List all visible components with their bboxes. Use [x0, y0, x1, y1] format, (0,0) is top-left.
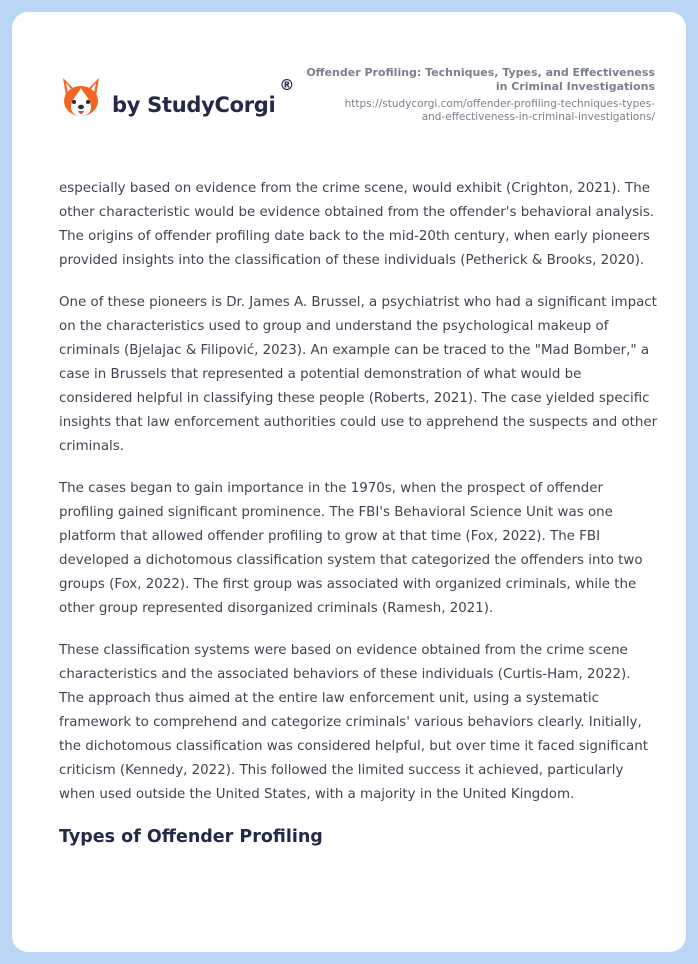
- document-meta: [295, 66, 655, 124]
- corgi-logo-icon: [60, 76, 102, 122]
- section-heading: Types of Offender Profiling: [59, 827, 323, 847]
- document-title-line-2: in Criminal Investigations: [495, 80, 655, 93]
- document-url-line-2: and-effectiveness-in-criminal-investigations/: [421, 111, 655, 123]
- document-url[interactable]: [295, 98, 655, 124]
- brand-name: by StudyCorgi: [112, 93, 276, 117]
- document-body: [59, 177, 659, 847]
- body-paragraph: The cases began to gain importance in the 1970s, when the prospect of offender profiling gained significant prominence. The FBI's Behavioral Science Unit was one platform that allowed offender profiling to grow at that time (Fox, 2022). The FBI developed a dichotomous classification system that categorized the offenders into two groups (Fox, 2022). The first group was associated with organized criminals, while the other group represented disorganized criminals (Ramesh, 2021).: [59, 481, 643, 616]
- body-paragraph: especially based on evidence from the crime scene, would exhibit (Crighton, 2021). The other characteristic would be evidence obtained from the offender's behavioral analysis. The origins of offender profiling date back to the mid-20th century, when early pioneers provided insights into the classification of these individuals (Petherick & Brooks, 2020).: [59, 181, 655, 268]
- document-page: [12, 12, 686, 952]
- registered-mark: ®: [279, 76, 295, 94]
- document-title-line-1: Offender Profiling: Techniques, Types, and Effectiveness: [306, 66, 655, 79]
- studycorgi-logo[interactable]: [60, 76, 294, 122]
- document-url-line-1: https://studycorgi.com/offender-profiling-techniques-types-: [344, 98, 655, 110]
- body-paragraph: One of these pioneers is Dr. James A. Brussel, a psychiatrist who had a significant impact on the characteristics used to group and understand the psychological makeup of criminals (Bjelajac & Filipović, 2023). An example can be traced to the "Mad Bomber," a case in Brussels that represented a potential demonstration of what would be considered helpful in classifying these people (Roberts, 2021). The case yielded specific insights that law enforcement authorities could use to apprehend the suspects and other criminals.: [59, 295, 658, 454]
- body-paragraph: These classification systems were based on evidence obtained from the crime scene characteristics and the associated behaviors of these individuals (Curtis-Ham, 2022). The approach thus aimed at the entire law enforcement unit, using a systematic framework to comprehend and categorize criminals' various behaviors clearly. Initially, the dichotomous classification was considered helpful, but over time it faced significant criticism (Kennedy, 2022). This followed the limited success it achieved, particularly when used outside the United States, with a majority in the United Kingdom.: [59, 643, 648, 802]
- document-title: [295, 66, 655, 94]
